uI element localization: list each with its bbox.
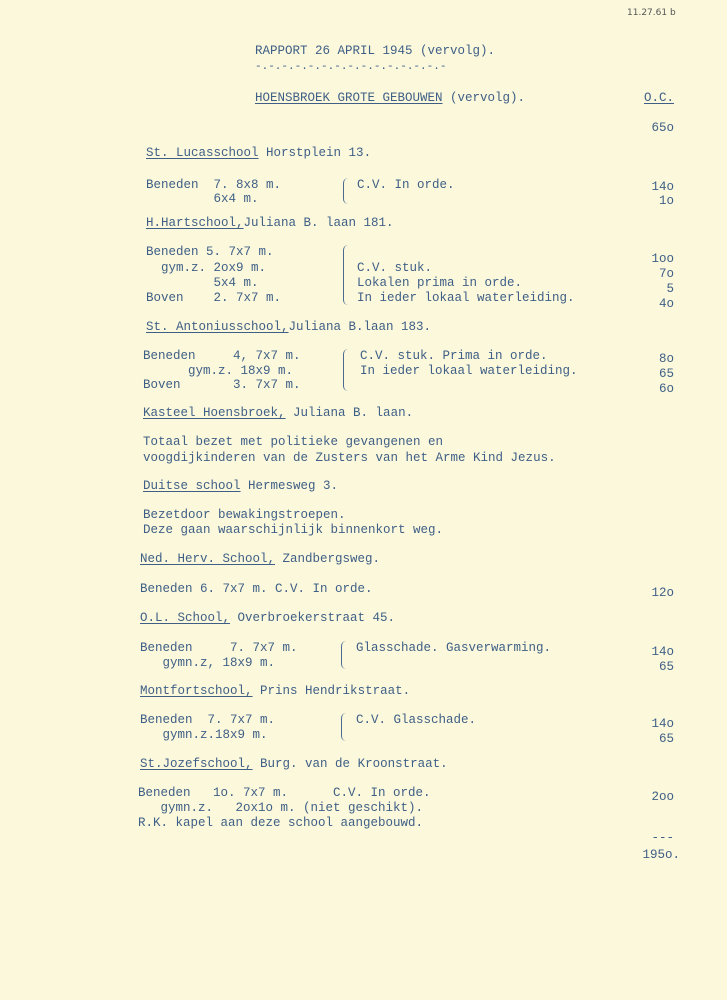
capacity-value: 65 bbox=[658, 732, 674, 746]
room-line: Beneden 7. 8x8 m. bbox=[146, 178, 282, 192]
school-name: Duitse school bbox=[143, 479, 241, 493]
school-name: St.Jozefschool, bbox=[140, 757, 253, 771]
room-line: Beneden 6. 7x7 m. C.V. In orde. bbox=[140, 582, 373, 596]
description-line: R.K. kapel aan deze school aangebouwd. bbox=[138, 816, 424, 830]
school-heading bbox=[146, 320, 431, 334]
capacity-value: 14o bbox=[651, 180, 674, 194]
remark: C.V. stuk. bbox=[357, 261, 433, 275]
brace bbox=[341, 641, 346, 669]
capacity-value: 2oo bbox=[651, 790, 674, 804]
school-heading bbox=[146, 146, 371, 160]
room-line: gym.z. 18x9 m. bbox=[143, 364, 294, 378]
remark: In ieder lokaal waterleiding. bbox=[360, 364, 578, 378]
school-name: H.Hartschool, bbox=[146, 216, 244, 230]
school-address: Prins Hendrikstraat. bbox=[260, 684, 411, 698]
capacity-value: 7o bbox=[658, 267, 674, 281]
school-heading bbox=[146, 216, 394, 230]
school-heading bbox=[140, 552, 380, 566]
room-line: 6x4 m. bbox=[146, 192, 259, 206]
school-name: Montfortschool, bbox=[140, 684, 253, 698]
school-address: Hermesweg 3. bbox=[248, 479, 339, 493]
remark: Glasschade. Gasverwarming. bbox=[356, 641, 552, 655]
room-line: Boven 3. 7x7 m. bbox=[143, 378, 301, 392]
remark: In ieder lokaal waterleiding. bbox=[357, 291, 575, 305]
capacity-value: 8o bbox=[658, 352, 674, 366]
capacity-value: 6o bbox=[658, 382, 674, 396]
capacity-value: 65 bbox=[658, 660, 674, 674]
remark: Lokalen prima in orde. bbox=[357, 276, 523, 290]
capacity-value: 14o bbox=[651, 717, 674, 731]
room-line: gym.z. 2ox9 m. bbox=[146, 261, 267, 275]
room-line: gymn.z. 2ox1o m. (niet geschikt). bbox=[138, 801, 424, 815]
school-address: Overbroekerstraat 45. bbox=[237, 611, 396, 625]
total-value: 195o. bbox=[642, 848, 680, 862]
remark: C.V. Glasschade. bbox=[356, 713, 477, 727]
column-header: O.C. bbox=[643, 91, 674, 105]
school-name: Ned. Herv. School, bbox=[140, 552, 276, 566]
room-line: gymn.z, 18x9 m. bbox=[140, 656, 276, 670]
brace bbox=[343, 349, 348, 391]
room-line: Boven 2. 7x7 m. bbox=[146, 291, 282, 305]
brace bbox=[343, 178, 348, 204]
school-address: Juliana B. laan 181. bbox=[243, 216, 394, 230]
school-address: Juliana B. laan. bbox=[293, 406, 414, 420]
school-address: Juliana B.laan 183. bbox=[288, 320, 432, 334]
school-name: St. Antoniusschool, bbox=[146, 320, 289, 334]
capacity-value: 14o bbox=[651, 645, 674, 659]
room-line: 5x4 m. bbox=[146, 276, 259, 290]
school-address: Zandbergsweg. bbox=[282, 552, 381, 566]
archive-mark: 11.27.61 b bbox=[627, 8, 676, 18]
report-title: RAPPORT 26 APRIL 1945 (vervolg). bbox=[255, 44, 496, 58]
room-line: Beneden 7. 7x7 m. bbox=[140, 641, 298, 655]
room-line: gymn.z.18x9 m. bbox=[140, 728, 268, 742]
subtitle-line bbox=[255, 91, 525, 105]
total-rule: --- bbox=[651, 831, 674, 845]
description-line: Deze gaan waarschijnlijk binnenkort weg. bbox=[143, 523, 444, 537]
school-address: Burg. van de Kroonstraat. bbox=[260, 757, 448, 771]
school-heading bbox=[140, 684, 410, 698]
description-line: Bezetdoor bewakingstroepen. bbox=[143, 508, 346, 522]
school-heading bbox=[143, 479, 338, 493]
school-name: O.L. School, bbox=[140, 611, 231, 625]
brace bbox=[341, 713, 346, 741]
room-line: Beneden 5. 7x7 m. bbox=[146, 245, 274, 259]
remark: C.V. stuk. Prima in orde. bbox=[360, 349, 548, 363]
school-heading bbox=[140, 757, 448, 771]
school-address: Horstplein 13. bbox=[266, 146, 372, 160]
brace bbox=[343, 245, 348, 305]
description-line: Totaal bezet met politieke gevangenen en bbox=[143, 435, 444, 449]
carry-over: 65o bbox=[651, 121, 674, 135]
capacity-value: 12o bbox=[651, 586, 674, 600]
school-heading bbox=[143, 406, 413, 420]
school-name: Kasteel Hoensbroek, bbox=[143, 406, 286, 420]
school-name: St. Lucasschool bbox=[146, 146, 259, 160]
capacity-value: 65 bbox=[658, 367, 674, 381]
capacity-value: 5 bbox=[666, 282, 674, 296]
capacity-value: 1o bbox=[658, 194, 674, 208]
remark: C.V. In orde. bbox=[357, 178, 455, 192]
title-rule: -.-.-.-.-.-.-.-.-.-.-.-.-.-.- bbox=[255, 61, 447, 73]
subtitle: HOENSBROEK GROTE GEBOUWEN bbox=[255, 91, 443, 105]
room-line: Beneden 4, 7x7 m. bbox=[143, 349, 301, 363]
capacity-value: 4o bbox=[658, 297, 674, 311]
description-line: voogdijkinderen van de Zusters van het Arme Kind Jezus. bbox=[143, 451, 556, 465]
school-heading bbox=[140, 611, 395, 625]
capacity-value: 1oo bbox=[651, 252, 674, 266]
subtitle-suffix: (vervolg). bbox=[450, 91, 526, 105]
room-line: Beneden 1o. 7x7 m. C.V. In orde. bbox=[138, 786, 431, 800]
room-line: Beneden 7. 7x7 m. bbox=[140, 713, 276, 727]
